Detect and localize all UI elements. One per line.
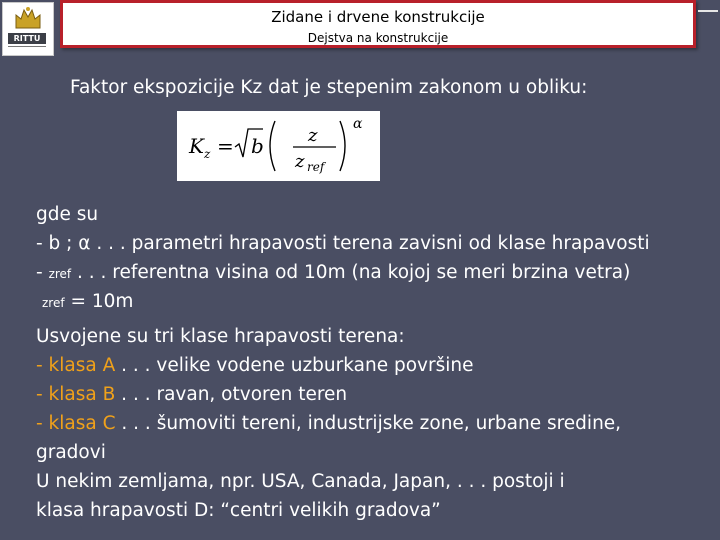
zref-symbol: zref	[48, 267, 72, 281]
class-b-label: - klasa B	[36, 384, 116, 405]
note-line-2: klasa hrapavosti D: “centri velikih gradova”	[36, 500, 441, 521]
alpha-symbol: α	[78, 233, 91, 254]
intro-text: Faktor ekspozicije Kz dat je stepenim zakonom u obliku:	[70, 77, 588, 98]
class-b-text: . . . ravan, otvoren teren	[115, 384, 348, 405]
definition-zref	[36, 262, 630, 283]
formula-svg	[177, 111, 380, 181]
classes-heading: Usvojene su tri klase hrapavosti terena:	[36, 326, 405, 347]
definition-b-alpha	[36, 233, 650, 254]
logo-text: RITTU	[8, 33, 46, 44]
formula-den-sub: ref	[307, 160, 325, 174]
corner-divider	[698, 10, 718, 12]
logo-divider	[8, 46, 46, 52]
formula-den: z	[295, 151, 305, 172]
def-b-text: . . . parametri hrapavosti terena zavisni od klase hrapavosti	[90, 233, 650, 254]
university-logo	[2, 2, 54, 56]
definitions-heading: gde su	[36, 204, 99, 225]
class-c-text: . . . šumoviti tereni, industrijske zone, urbane sredine,	[115, 413, 622, 434]
class-b-item	[36, 384, 347, 405]
def-b-prefix: - b ;	[36, 233, 79, 254]
formula-exponent: α	[353, 116, 363, 132]
header-frame	[60, 0, 696, 48]
formula-equals: =	[217, 134, 234, 158]
class-a-label: - klasa A	[36, 355, 116, 376]
slide-title: Zidane i drvene konstrukcije	[271, 8, 485, 26]
class-a-text: . . . velike vodene uzburkane površine	[115, 355, 474, 376]
formula-k-sub: z	[204, 147, 211, 161]
note-line-1: U nekim zemljama, npr. USA, Canada, Japan, . . . postoji i	[36, 471, 565, 492]
def-zref-text: . . . referentna visina od 10m (na kojoj se meri brzina vetra)	[71, 262, 631, 283]
formula-b: b	[251, 134, 264, 158]
zref-label: zref	[42, 296, 65, 310]
class-a-item	[36, 355, 473, 376]
slide-subtitle: Dejstva na konstrukcije	[307, 31, 449, 45]
class-c-continuation: gradovi	[36, 442, 106, 463]
class-c-item	[36, 413, 621, 434]
formula-image	[177, 111, 380, 181]
class-c-label: - klasa C	[36, 413, 116, 434]
formula-k: K	[189, 134, 204, 158]
zref-value-line	[42, 291, 133, 312]
formula-num: z	[308, 125, 318, 146]
def-zref-prefix: -	[36, 262, 49, 283]
crown-icon	[13, 6, 43, 30]
zref-value: = 10m	[64, 291, 134, 312]
